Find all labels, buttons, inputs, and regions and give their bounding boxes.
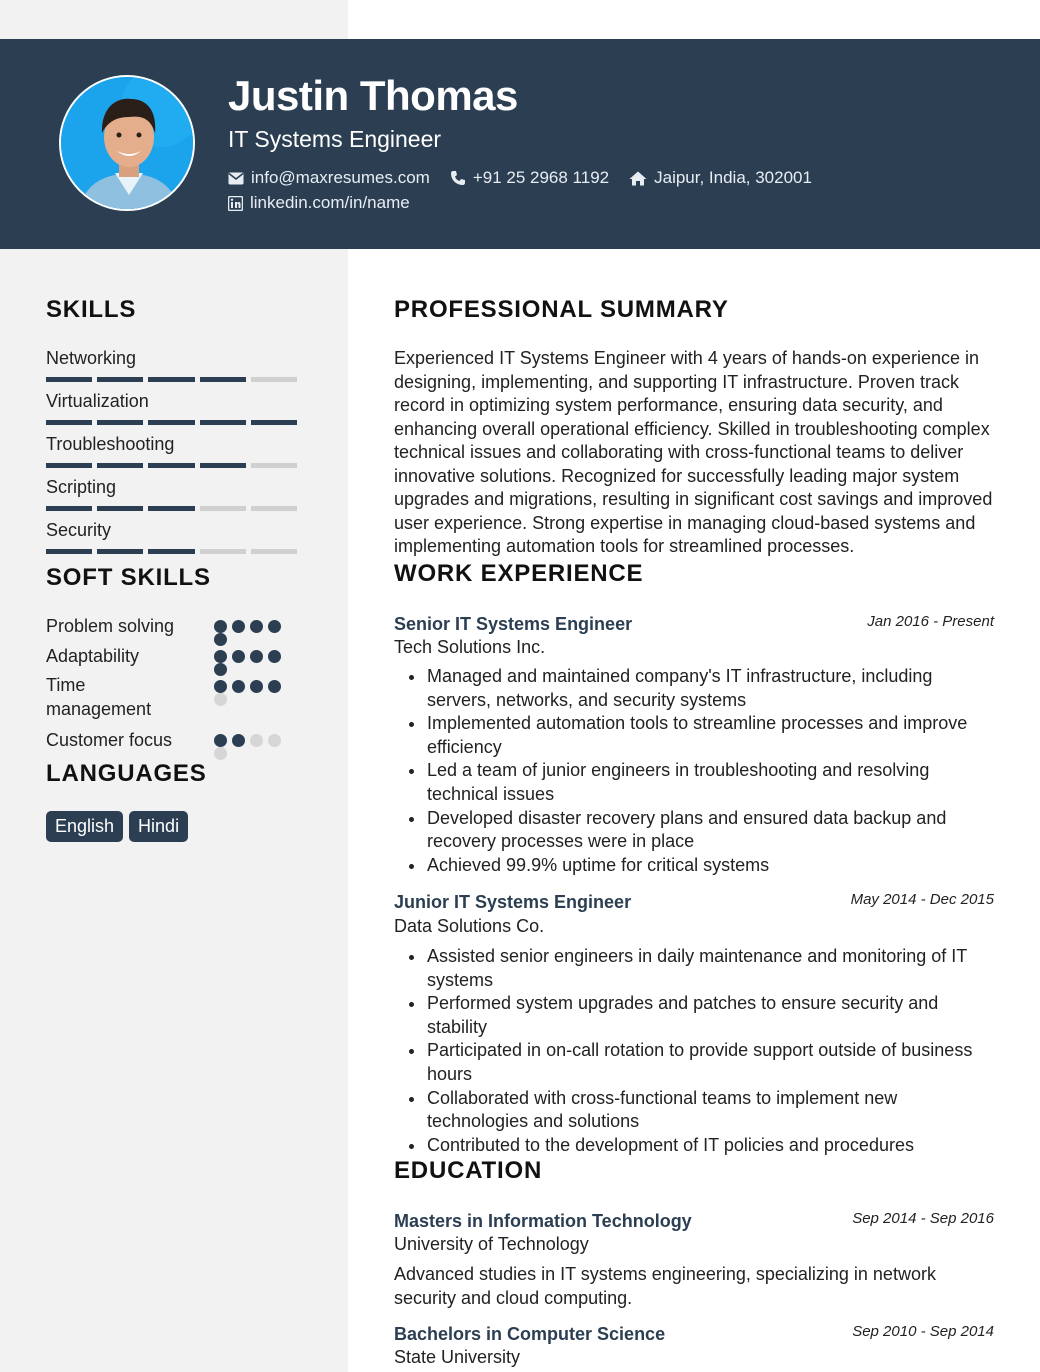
level-segment-filled [232, 620, 245, 633]
list-item: Contributed to the development of IT policies and procedures [427, 1134, 997, 1158]
avatar [59, 75, 195, 211]
language-badge: Hindi [129, 811, 188, 842]
level-segment-empty [268, 734, 281, 747]
skill-item [46, 520, 302, 554]
level-segment-filled [46, 506, 92, 511]
job-title: Senior IT Systems Engineer [394, 614, 633, 634]
candidate-title: IT Systems Engineer [228, 126, 442, 152]
soft-skills-heading: SOFT SKILLS [46, 564, 211, 591]
contact-phone[interactable] [450, 168, 609, 188]
list-item: Managed and maintained company's IT infrastructure, including servers, networks, and security systems [427, 665, 997, 712]
level-segment-filled [214, 680, 227, 693]
job-title: Junior IT Systems Engineer [394, 892, 632, 912]
summary-text: Experienced IT Systems Engineer with 4 years of hands-on experience in designing, implementing, and supporting IT infrastructure. Proven track record in optimizing system performance, ensuring data security, and enhancing overall operational efficiency. Skilled in troubleshooting complex technical issues and collaborating with cross-functional teams to deliver innovative solutions. Recognized for successfully leading major system upgrades and migrations, resulting in significant cost savings and improved user experience. Strong expertise in managing cloud-based systems and implementing automation tools for streamlined processes. [394, 348, 993, 556]
level-segment-filled [214, 620, 227, 633]
level-segment-empty [251, 377, 297, 382]
education-description: Advanced studies in IT systems engineering, specializing in network security and cloud computing. [394, 1264, 936, 1308]
level-segment-filled [232, 650, 245, 663]
level-segment-filled [232, 734, 245, 747]
contact-row-2 [228, 193, 430, 213]
location-text: Jaipur, India, 302001 [654, 168, 812, 187]
level-segment-filled [214, 633, 227, 646]
soft-skill-dots [214, 680, 294, 706]
level-segment-empty [214, 747, 227, 760]
skill-item [46, 434, 302, 468]
level-segment-filled [268, 620, 281, 633]
skill-label: Scripting [46, 477, 117, 497]
level-segment-filled [46, 377, 92, 382]
level-segment-filled [148, 463, 194, 468]
level-segment-empty [251, 463, 297, 468]
soft-skill-dots [214, 650, 294, 676]
level-segment-filled [46, 463, 92, 468]
degree-title: Masters in Information Technology [394, 1211, 692, 1231]
soft-skill-label: Problem solving [46, 616, 175, 636]
contact-row [228, 168, 832, 188]
home-icon [629, 171, 647, 186]
level-segment-filled [268, 680, 281, 693]
level-segment-filled [97, 420, 143, 425]
soft-skill-label: Adaptability [46, 646, 140, 666]
profile-photo-icon [61, 77, 195, 211]
level-segment-filled [148, 506, 194, 511]
level-segment-filled [97, 463, 143, 468]
soft-skill-label: Time management [46, 675, 152, 719]
list-item: Implemented automation tools to streamline processes and improve efficiency [427, 712, 997, 759]
level-segment-filled [250, 650, 263, 663]
skill-label: Virtualization [46, 391, 149, 411]
level-segment-filled [251, 420, 297, 425]
skill-item [46, 477, 302, 511]
level-segment-filled [250, 680, 263, 693]
level-segment-empty [200, 549, 246, 554]
job-bullets [427, 945, 997, 1157]
level-segment-filled [148, 549, 194, 554]
skill-level-bar [46, 463, 302, 468]
soft-skill-dots [214, 620, 294, 646]
list-item: Participated in on-call rotation to provide support outside of business hours [427, 1039, 997, 1086]
level-segment-filled [232, 680, 245, 693]
level-segment-filled [97, 549, 143, 554]
level-segment-filled [148, 377, 194, 382]
list-item: Performed system upgrades and patches to ensure security and stability [427, 992, 997, 1039]
level-segment-filled [97, 506, 143, 511]
skill-level-bar [46, 549, 302, 554]
contact-linkedin[interactable] [228, 193, 410, 213]
level-segment-filled [214, 650, 227, 663]
school-name: State University [394, 1347, 521, 1367]
contact-email[interactable] [228, 168, 430, 188]
degree-title: Bachelors in Computer Science [394, 1324, 666, 1344]
linkedin-text: linkedin.com/in/name [250, 193, 410, 212]
level-segment-filled [46, 549, 92, 554]
soft-skill-label: Customer focus [46, 730, 173, 750]
skill-level-bar [46, 377, 302, 382]
level-segment-filled [97, 377, 143, 382]
skill-label: Security [46, 520, 112, 540]
company-name: Data Solutions Co. [394, 916, 545, 936]
list-item: Developed disaster recovery plans and ensured data backup and recovery processes were in place [427, 807, 997, 854]
level-segment-filled [200, 420, 246, 425]
level-segment-empty [200, 506, 246, 511]
skill-item [46, 348, 302, 382]
job-date: May 2014 - Dec 2015 [850, 891, 994, 908]
education-heading: EDUCATION [394, 1157, 543, 1184]
list-item: Achieved 99.9% uptime for critical systems [427, 854, 997, 878]
skill-item [46, 391, 302, 425]
level-segment-filled [200, 377, 246, 382]
phone-text: +91 25 2968 1192 [472, 168, 610, 187]
skill-level-bar [46, 506, 302, 511]
level-segment-filled [214, 734, 227, 747]
level-segment-filled [268, 650, 281, 663]
email-text: info@maxresumes.com [251, 168, 430, 187]
candidate-name: Justin Thomas [228, 72, 518, 119]
level-segment-filled [148, 420, 194, 425]
school-name: University of Technology [394, 1234, 589, 1254]
contact-location [629, 168, 812, 188]
level-segment-empty [251, 549, 297, 554]
skill-level-bar [46, 420, 302, 425]
summary-heading: PROFESSIONAL SUMMARY [394, 296, 729, 323]
list-item: Led a team of junior engineers in troubleshooting and resolving technical issues [427, 759, 997, 806]
level-segment-filled [214, 663, 227, 676]
skills-heading: SKILLS [46, 296, 137, 323]
job-bullets [427, 665, 997, 877]
phone-icon [450, 170, 466, 186]
level-segment-empty [250, 734, 263, 747]
resume-header [0, 39, 1040, 249]
skill-label: Troubleshooting [46, 434, 175, 454]
company-name: Tech Solutions Inc. [394, 637, 546, 657]
linkedin-icon [228, 196, 243, 211]
soft-skill-dots [214, 734, 294, 760]
level-segment-empty [251, 506, 297, 511]
level-segment-filled [200, 463, 246, 468]
level-segment-filled [250, 620, 263, 633]
languages-heading: LANGUAGES [46, 760, 207, 787]
level-segment-filled [46, 420, 92, 425]
education-date: Sep 2014 - Sep 2016 [852, 1210, 994, 1227]
level-segment-empty [214, 693, 227, 706]
education-date: Sep 2010 - Sep 2014 [852, 1323, 994, 1340]
job-date: Jan 2016 - Present [867, 613, 994, 630]
envelope-icon [228, 172, 244, 185]
list-item: Collaborated with cross-functional teams to implement new technologies and solutions [427, 1087, 997, 1134]
language-badge: English [46, 811, 123, 842]
experience-heading: WORK EXPERIENCE [394, 560, 644, 587]
list-item: Assisted senior engineers in daily maintenance and monitoring of IT systems [427, 945, 997, 992]
languages-list [46, 811, 194, 842]
skill-label: Networking [46, 348, 137, 368]
